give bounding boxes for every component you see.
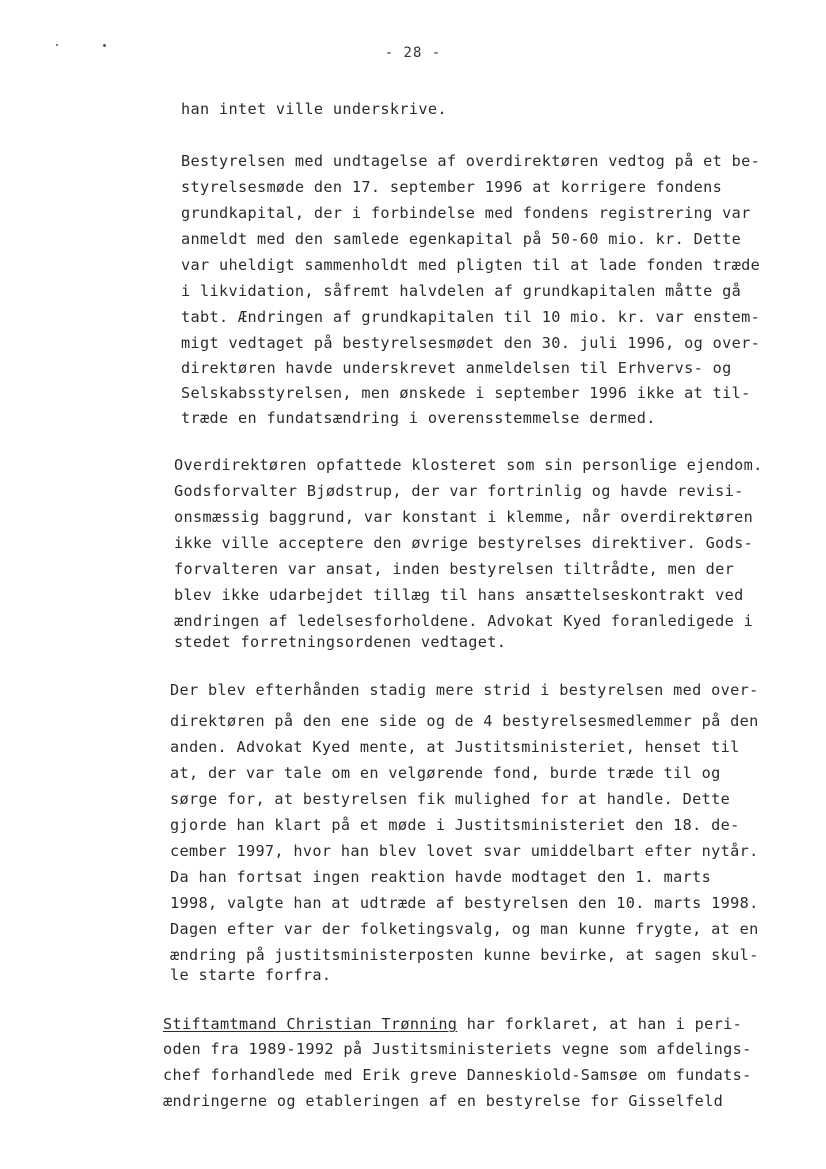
page-number: - 28 - bbox=[384, 45, 442, 61]
text-line: han intet ville underskrive. bbox=[181, 100, 447, 118]
text-line: onsmæssig baggrund, var konstant i klemme, når overdirektøren bbox=[174, 508, 754, 526]
text-line: Der blev efterhånden stadig mere strid i bestyrelsen med over- bbox=[170, 681, 759, 699]
text-line: ikke ville acceptere den øvrige bestyrelses direktiver. Gods- bbox=[174, 534, 754, 552]
text-line: cember 1997, hvor han blev lovet svar umiddelbart efter nytår. bbox=[170, 842, 759, 860]
text-line: direktøren på den ene side og de 4 bestyrelsesmedlemmer på den bbox=[170, 712, 759, 730]
text-line: i likvidation, såfremt halvdelen af grundkapitalen måtte gå bbox=[181, 282, 742, 300]
text-line: Godsforvalter Bjødstrup, der var fortrinlig og havde revisi- bbox=[174, 482, 744, 500]
text-line: træde en fundatsændring i overensstemmelse dermed. bbox=[181, 409, 656, 427]
text-line: chef forhandlede med Erik greve Danneskiold-Samsøe om fundats- bbox=[163, 1066, 752, 1084]
text-line: ændringerne og etableringen af en bestyrelse for Gisselfeld bbox=[163, 1092, 724, 1110]
text-line: Selskabsstyrelsen, men ønskede i september 1996 ikke at til- bbox=[181, 384, 751, 402]
text-line: ændringen af ledelsesforholdene. Advokat Kyed foranledigede i bbox=[174, 612, 754, 630]
text-line: migt vedtaget på bestyrelsesmødet den 30. juli 1996, og over- bbox=[181, 334, 761, 352]
text-line: at, der var tale om en velgørende fond, burde træde til og bbox=[170, 764, 721, 782]
text-line: le starte forfra. bbox=[170, 966, 332, 984]
text-run: har forklaret, at han i peri- bbox=[457, 1015, 743, 1033]
text-line: tabt. Ændringen af grundkapitalen til 10 mio. kr. var enstem- bbox=[181, 308, 761, 326]
text-line: forvalteren var ansat, inden bestyrelsen tiltrådte, men der bbox=[174, 560, 735, 578]
text-line: var uheldigt sammenholdt med pligten til at lade fonden træde bbox=[181, 256, 761, 274]
text-line: direktøren havde underskrevet anmeldelsen til Erhvervs- og bbox=[181, 359, 732, 377]
text-line: oden fra 1989-1992 på Justitsministeriets vegne som afdelings- bbox=[163, 1040, 752, 1058]
text-line: Bestyrelsen med undtagelse af overdirektøren vedtog på et be- bbox=[181, 152, 761, 170]
text-line: Dagen efter var der folketingsvalg, og man kunne frygte, at en bbox=[170, 920, 759, 938]
text-line: styrelsesmøde den 17. september 1996 at korrigere fondens bbox=[181, 178, 723, 196]
text-line bbox=[163, 1014, 742, 1034]
text-line: gjorde han klart på et møde i Justitsministeriet den 18. de- bbox=[170, 816, 740, 834]
text-line: anmeldt med den samlede egenkapital på 50-60 mio. kr. Dette bbox=[181, 230, 742, 248]
text-line: ændring på justitsministerposten kunne bevirke, at sagen skul- bbox=[170, 946, 759, 964]
witness-name: Stiftamtmand Christian Trønning bbox=[163, 1015, 458, 1033]
text-line: Da han fortsat ingen reaktion havde modtaget den 1. marts bbox=[170, 868, 712, 886]
text-line: blev ikke udarbejdet tillæg til hans ansættelseskontrakt ved bbox=[174, 586, 744, 604]
text-line: sørge for, at bestyrelsen fik mulighed for at handle. Dette bbox=[170, 790, 731, 808]
text-line: 1998, valgte han at udtræde af bestyrelsen den 10. marts 1998. bbox=[170, 894, 759, 912]
text-line: Overdirektøren opfattede klosteret som sin personlige ejendom. bbox=[174, 456, 763, 474]
text-line: grundkapital, der i forbindelse med fondens registrering var bbox=[181, 204, 751, 222]
text-line: anden. Advokat Kyed mente, at Justitsministeriet, henset til bbox=[170, 738, 740, 756]
text-line: stedet forretningsordenen vedtaget. bbox=[174, 633, 507, 651]
